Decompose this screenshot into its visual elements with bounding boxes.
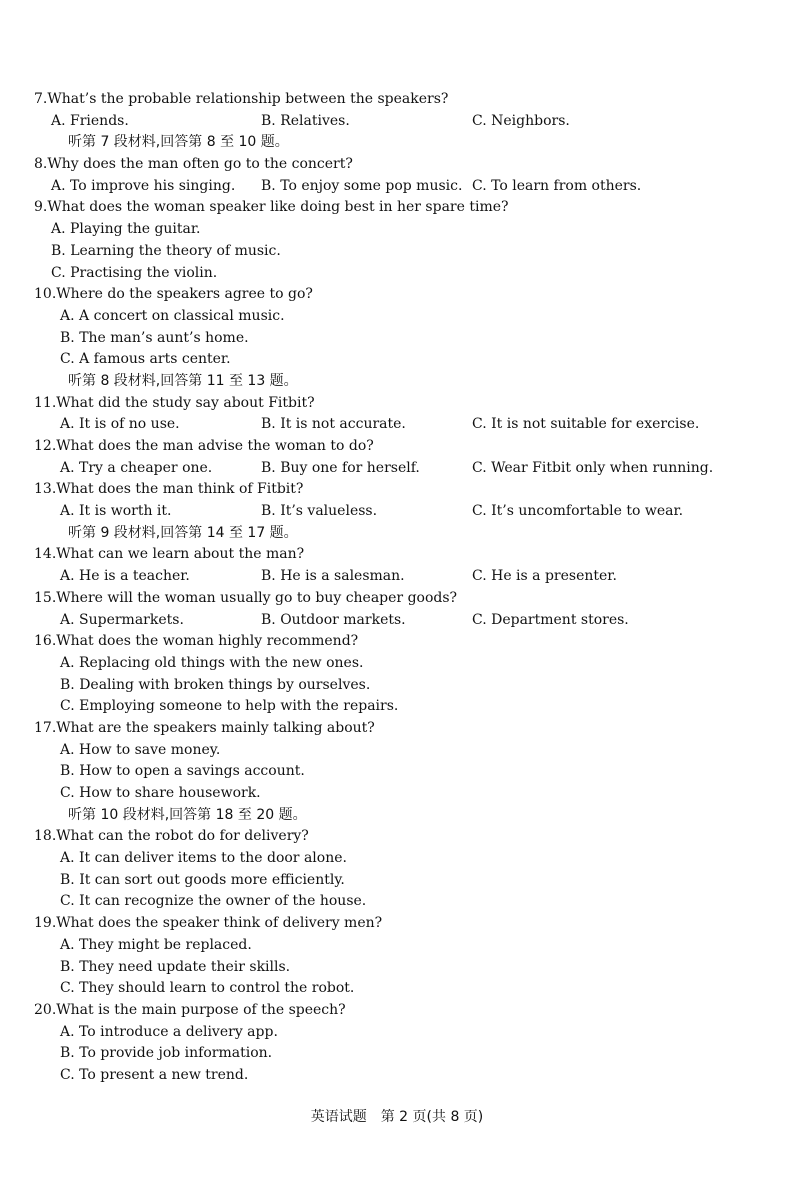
question-text: What does the woman speaker like doing best in her spare time? (47, 199, 509, 216)
section-heading: 听第 9 段材料,回答第 14 至 17 题。 (68, 524, 298, 541)
option-c: C. To present a new trend. (60, 1066, 249, 1083)
question-text: What does the speaker think of delivery men? (56, 915, 383, 932)
option-b: B. Dealing with broken things by ourselves. (60, 676, 371, 693)
option-c: C. It is not suitable for exercise. (472, 416, 700, 433)
question-text: What is the main purpose of the speech? (56, 1001, 346, 1018)
option-row (34, 414, 764, 436)
option-a: A. Replacing old things with the new ones. (60, 654, 364, 671)
page-footer: 英语试题 第 2 页(共 8 页) (310, 1109, 484, 1125)
option-c: C. He is a presenter. (472, 568, 617, 585)
option-a: A. A concert on classical music. (60, 307, 285, 324)
option-b: B. It can sort out goods more efficiently. (60, 871, 345, 888)
option-c: C. Practising the violin. (51, 264, 218, 281)
question-stem (34, 1000, 764, 1022)
option-c: C. Neighbors. (472, 112, 570, 129)
question-stem (34, 89, 764, 111)
question-text: Where do the speakers agree to go? (56, 286, 313, 303)
question-text: What can the robot do for delivery? (56, 828, 309, 845)
option-b: B. Learning the theory of music. (51, 242, 281, 259)
option-b: B. How to open a savings account. (60, 763, 305, 780)
question-number: 15. (34, 589, 57, 606)
option-c: C. It can recognize the owner of the house. (60, 893, 367, 910)
question-stem (34, 826, 764, 848)
question-text: What can we learn about the man? (56, 546, 305, 563)
option-a: A. It is worth it. (60, 503, 172, 520)
option-row (34, 176, 764, 198)
option-b: B. He is a salesman. (261, 568, 405, 585)
question-text: What are the speakers mainly talking about? (56, 719, 375, 736)
question-stem (34, 154, 764, 176)
question-number: 19. (34, 915, 57, 932)
option-a: A. Supermarkets. (60, 611, 184, 628)
option-c: C. Department stores. (472, 611, 629, 628)
question-number: 16. (34, 633, 57, 650)
question-text: What does the man think of Fitbit? (56, 481, 304, 498)
question-number: 9. (34, 199, 48, 216)
question-number: 17. (34, 719, 57, 736)
option-row (34, 458, 764, 480)
option-c: C. Employing someone to help with the repairs. (60, 698, 399, 715)
option-b: B. Outdoor markets. (261, 611, 406, 628)
question-list (34, 89, 764, 1087)
option-c: C. It’s uncomfortable to wear. (472, 503, 684, 520)
question-number: 10. (34, 286, 57, 303)
option-b: B. It’s valueless. (261, 503, 378, 520)
option-a: A. Friends. (51, 112, 129, 129)
option-a: A. He is a teacher. (60, 568, 190, 585)
option-c: C. Wear Fitbit only when running. (472, 459, 714, 476)
option-c: C. They should learn to control the robot. (60, 980, 355, 997)
question-stem (34, 631, 764, 653)
question-number: 20. (34, 1001, 57, 1018)
option-b: B. To provide job information. (60, 1045, 273, 1062)
question-number: 7. (34, 91, 48, 107)
question-stem (34, 284, 764, 306)
section-heading: 听第 10 段材料,回答第 18 至 20 题。 (68, 806, 307, 823)
section-heading: 听第 8 段材料,回答第 11 至 13 题。 (68, 372, 298, 389)
option-a: A. Playing the guitar. (51, 221, 201, 238)
question-number: 13. (34, 481, 57, 498)
question-stem (34, 544, 764, 566)
section-heading: 听第 7 段材料,回答第 8 至 10 题。 (68, 134, 289, 151)
question-stem (34, 718, 764, 740)
question-stem (34, 393, 764, 415)
question-number: 11. (34, 394, 57, 411)
option-c: C. A famous arts center. (60, 351, 231, 368)
option-b: B. Buy one for herself. (261, 459, 420, 476)
question-text: Where will the woman usually go to buy cheaper goods? (56, 589, 458, 606)
question-number: 8. (34, 156, 48, 173)
option-row (34, 610, 764, 632)
option-a: A. Try a cheaper one. (60, 459, 213, 476)
option-b: B. It is not accurate. (261, 416, 406, 433)
option-a: A. To introduce a delivery app. (60, 1023, 278, 1040)
question-text: Why does the man often go to the concert? (47, 156, 353, 173)
option-a: A. It can deliver items to the door alone. (60, 850, 347, 867)
option-a: A. How to save money. (60, 741, 221, 758)
question-number: 14. (34, 546, 57, 563)
option-row (34, 111, 764, 133)
option-a: A. To improve his singing. (51, 177, 236, 194)
question-stem (34, 479, 764, 501)
question-number: 12. (34, 438, 57, 454)
question-number: 18. (34, 828, 57, 845)
option-row (34, 566, 764, 588)
question-text: What does the woman highly recommend? (56, 633, 359, 650)
option-row (34, 501, 764, 523)
option-a: A. They might be replaced. (60, 936, 252, 953)
question-stem (34, 197, 764, 219)
option-a: A. It is of no use. (60, 416, 180, 433)
option-b: B. They need update their skills. (60, 958, 291, 975)
option-b: B. Relatives. (261, 112, 350, 129)
option-b: B. The man’s aunt’s home. (60, 329, 249, 346)
question-stem (34, 588, 764, 610)
question-text: What did the study say about Fitbit? (56, 394, 315, 411)
question-text: What’s the probable relationship between the speakers? (47, 91, 449, 107)
option-c: C. To learn from others. (472, 177, 642, 194)
option-c: C. How to share housework. (60, 785, 261, 801)
option-b: B. To enjoy some pop music. (261, 177, 463, 194)
question-stem (34, 436, 764, 458)
question-stem (34, 913, 764, 935)
question-text: What does the man advise the woman to do? (56, 438, 374, 454)
